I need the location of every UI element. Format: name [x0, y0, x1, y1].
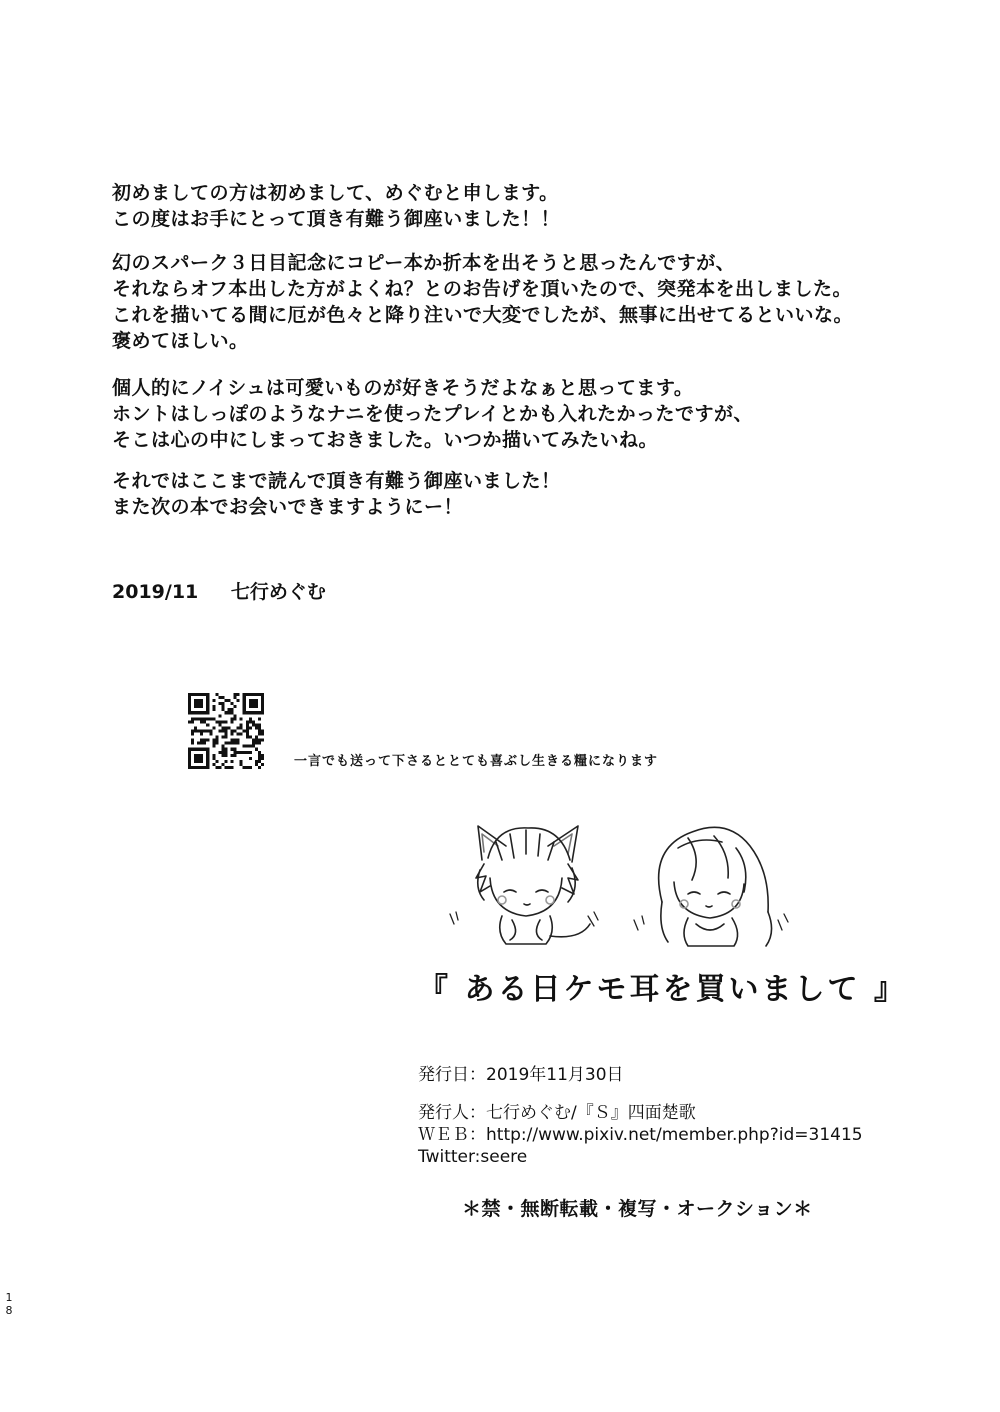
text-line: そこは心の中にしまっておきました。いつか描いてみたいね。	[112, 429, 659, 451]
text-line: 初めましての方は初めまして、めぐむと申します。	[112, 182, 559, 204]
text-line: ホントはしっぽのようなナニを使ったプレイとかも入れたかったですが、	[112, 403, 754, 425]
text-line: 褒めてほしい。	[112, 330, 249, 352]
text-line: また次の本でお会いできますようにー！	[112, 496, 464, 518]
qr-code[interactable]	[188, 693, 264, 769]
page-number-digit: 1	[5, 1291, 13, 1304]
afterword-paragraph-4	[112, 468, 561, 520]
publish-date: 発行日：2019年11月30日	[418, 1065, 624, 1085]
chibi-long-hair-illustration	[618, 808, 798, 958]
page-number	[4, 1291, 14, 1317]
signature-author: 七行めぐむ	[230, 581, 326, 603]
text-line: この度はお手にとって頂き有難う御座いました！！	[112, 208, 561, 230]
publisher: 発行人：七行めぐむ/『Ｓ』四面楚歌	[418, 1103, 696, 1123]
page-number-digit: 8	[5, 1304, 13, 1317]
twitter-handle: Twitter:seere	[418, 1147, 528, 1167]
copyright-warning: ＊禁・無断転載・複写・オークション＊	[462, 1198, 813, 1220]
book-title: 『 ある日ケモ耳を買いまして 』	[418, 972, 907, 1007]
afterword-paragraph-3	[112, 375, 753, 453]
text-line: これを描いてる間に厄が色々と降り注いで大変でしたが、無事に出せてるといいな。	[112, 304, 854, 326]
afterword-paragraph-2	[112, 250, 853, 354]
text-line: 幻のスパーク３日目記念にコピー本か折本を出そうと思ったんですが、	[112, 252, 736, 274]
chibi-wolf-boy-illustration	[440, 808, 610, 958]
web-link[interactable]: ＷＥＢ：http://www.pixiv.net/member.php?id=31415	[418, 1125, 863, 1145]
afterword-paragraph-1	[112, 180, 560, 232]
text-line: それではここまで読んで頂き有難う御座いました！	[112, 470, 561, 492]
signature-date: 2019/11	[112, 581, 199, 603]
signature	[112, 577, 326, 604]
text-line: それならオフ本出した方がよくね？とのお告げを頂いたので、突発本を出しました。	[112, 278, 853, 300]
text-line: 個人的にノイシュは可愛いものが好きそうだよなぁと思ってます。	[112, 377, 694, 399]
qr-caption: 一言でも送って下さるととても喜ぶし生きる糧になります	[294, 754, 659, 769]
